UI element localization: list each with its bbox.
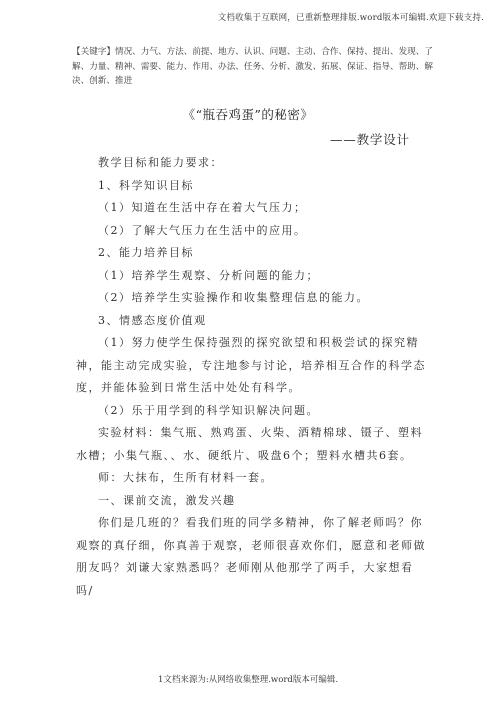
body-paragraph: 你们是几班的？看我们班的同学多精神，你了解老师吗？你观察的真仔细，你真善于观察，老师很喜欢你们，愿意和老师做朋友吗？刘谦大家熟悉吗？老师刚从他那学了两手，大家想看吗/ xyxy=(76,516,426,597)
document-subtitle: ——教学设计 xyxy=(330,132,410,147)
body-paragraph: （2）了解大气压力在生活中的应用。 xyxy=(98,223,307,237)
body-paragraph: 师：大抹布，生所有材料一套。 xyxy=(98,471,273,484)
body-paragraph: 3、情感态度价值观 xyxy=(98,313,207,327)
body-paragraph: 1、科学知识目标 xyxy=(98,178,194,192)
body-paragraph: （2）乐于用学到的科学知识解决问题。 xyxy=(98,403,319,417)
document-body xyxy=(76,152,428,602)
body-paragraph: （1）知道在生活中存在着大气压力； xyxy=(98,201,307,214)
body-paragraph: 一、课前交流，激发兴趣 xyxy=(98,493,236,507)
body-paragraph: （2）培养学生实验操作和收集整理信息的能力。 xyxy=(98,291,369,304)
body-paragraph: 2、能力培养目标 xyxy=(98,246,194,259)
keywords-line: 【关键字】情况、力气、方法、前提、地方、认识、问题、主动、合作、保持、提出、发现、了解、力量、精神、需要、能力、作用、办法、任务、分析、激发、拓展、保证、指导、帮助、解决、创新、推进 xyxy=(72,47,433,86)
body-paragraph: （1）努力使学生保持强烈的探究欲望和积极尝试的探究精神，能主动完成实验，专注地参与讨论，培养相互合作的科学态度，并能体验到日常生活中处处有科学。 xyxy=(76,336,426,394)
header-note: 文档收集于互联网，已重新整理排版.word版本可编辑.欢迎下载支持. xyxy=(217,13,484,23)
body-paragraph: 教学目标和能力要求： xyxy=(98,156,223,169)
footer-note: 1文档来源为:从网络收集整理.word版本可编辑. xyxy=(157,675,339,685)
body-paragraph: 实验材料：集气瓶、熟鸡蛋、火柴、酒精棉球、镊子、塑料水槽；小集气瓶、、水、硬纸片、吸盘6个；塑料水槽共6套。 xyxy=(76,426,423,462)
document-title: 《“瓶吞鸡蛋”的秘密》 xyxy=(182,107,314,122)
body-paragraph: （1）培养学生观察、分析问题的能力； xyxy=(98,268,319,282)
